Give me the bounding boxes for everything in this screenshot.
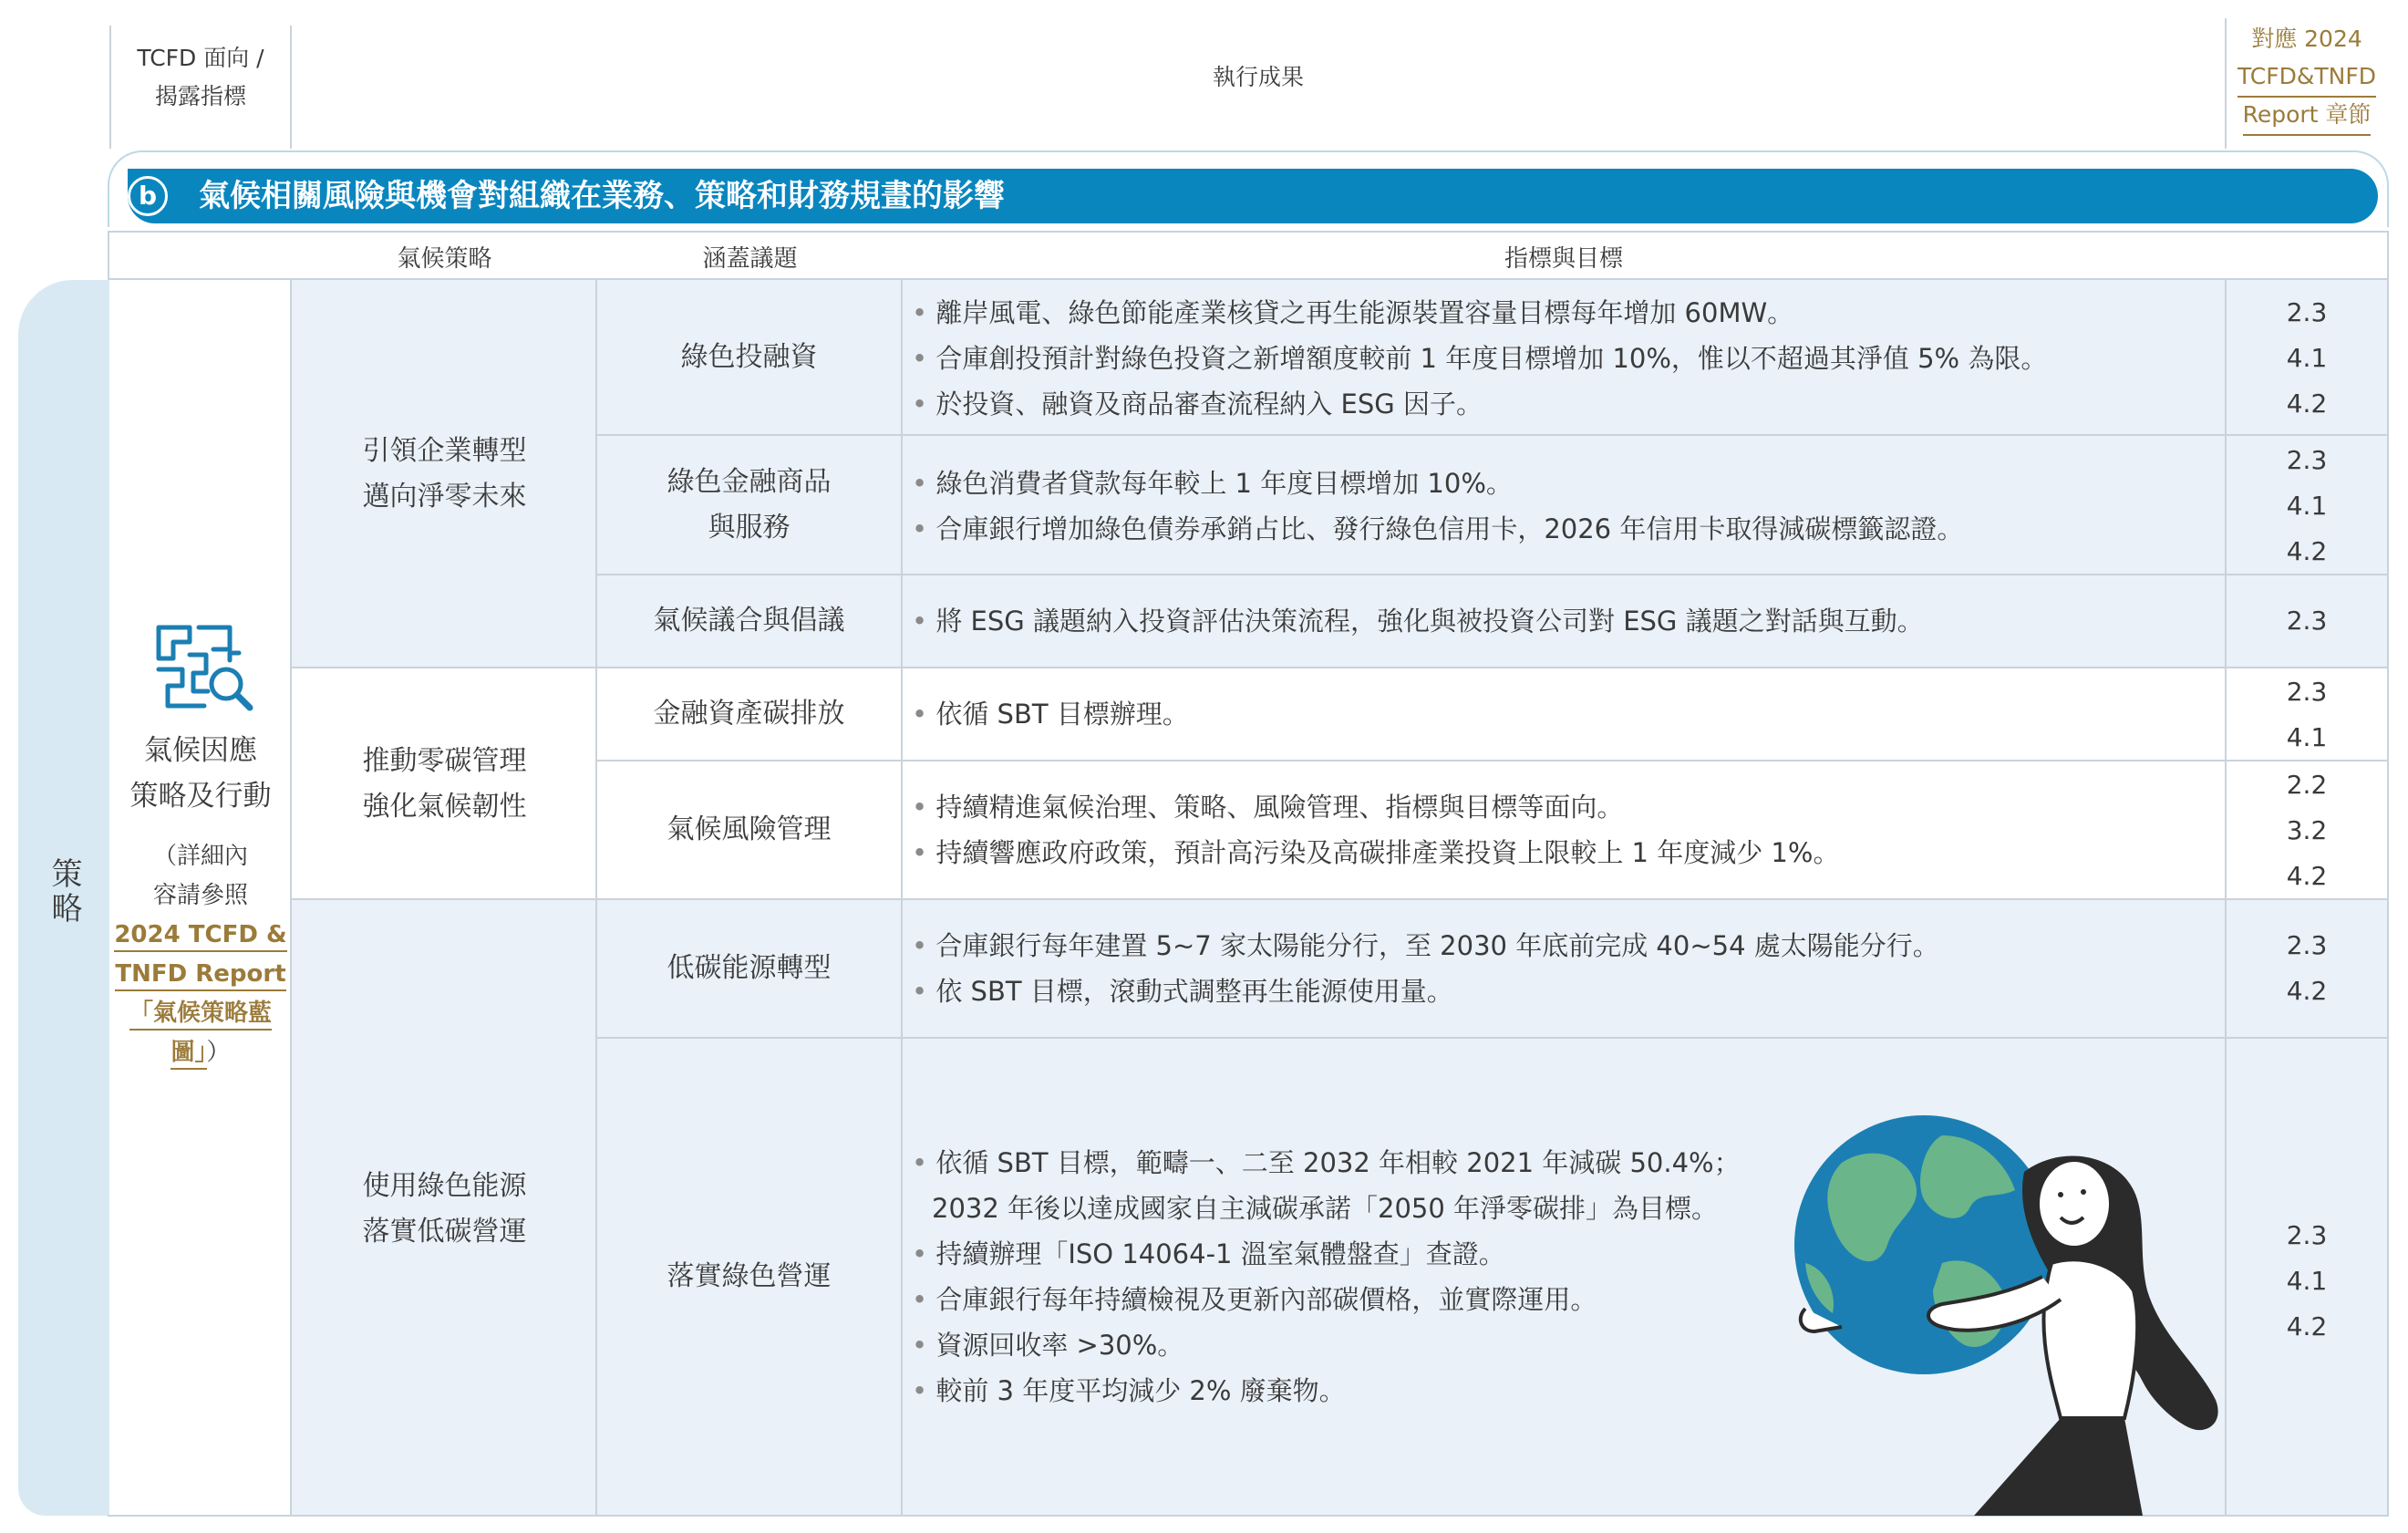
metrics-4 xyxy=(912,691,1189,737)
metrics-1 xyxy=(912,290,2047,427)
header-col-chapter-line3[interactable]: Report 章節 xyxy=(2243,98,2372,136)
maze-search-icon xyxy=(153,622,255,713)
woman-holding-globe-illustration xyxy=(1787,1108,2261,1516)
ref-6-2: 4.2 xyxy=(2286,976,2328,1006)
ref-3-1: 2.3 xyxy=(2286,606,2328,636)
left-summary-title-line2: 策略及行動 xyxy=(129,780,272,813)
note-link[interactable] xyxy=(111,916,290,1072)
strategy-label-1-line2: 邁向淨零未來 xyxy=(362,481,527,513)
refs-2 xyxy=(2227,438,2387,575)
ref-7-1: 2.3 xyxy=(2286,1220,2328,1250)
header-col-tcfd-line2: 揭露指標 xyxy=(154,83,246,109)
ref-2-2: 4.1 xyxy=(2286,491,2328,521)
topic-4 xyxy=(597,668,901,761)
left-summary-title xyxy=(111,728,290,819)
header-col-chapter xyxy=(2227,18,2387,137)
metric-3-1: • 將 ESG 議題納入投資評估決策流程，強化與被投資公司對 ESG 議題之對話與互動。 xyxy=(912,598,1924,644)
metric-1-3: • 於投資、融資及商品審查流程納入 ESG 因子。 xyxy=(912,381,2047,427)
note-link-line3[interactable]: 「氣候策略藍 xyxy=(129,1000,272,1031)
note-suffix: ） xyxy=(206,1039,231,1066)
topic-7 xyxy=(597,1038,901,1516)
metric-7-1: • 依循 SBT 目標，範疇一、二至 2032 年相較 2021 年減碳 50.4%； xyxy=(912,1140,1741,1186)
left-summary-note xyxy=(111,837,290,1072)
ref-1-3: 4.2 xyxy=(2286,388,2328,419)
header-col-chapter-line2[interactable]: TCFD&TNFD xyxy=(2237,59,2376,98)
column-header-strategy: 氣候策略 xyxy=(397,244,492,273)
topic-6-line1: 低碳能源轉型 xyxy=(667,952,832,984)
metric-7-3: • 合庫銀行每年持續檢視及更新內部碳價格，並實際運用。 xyxy=(912,1277,1741,1322)
ref-4-2: 4.1 xyxy=(2286,722,2328,752)
topic-5 xyxy=(597,761,901,899)
metrics-7 xyxy=(912,1140,1741,1414)
refs-1 xyxy=(2227,290,2387,427)
strategy-label-3-line2: 落實低碳營運 xyxy=(362,1216,527,1248)
strategy-label-2 xyxy=(292,739,597,830)
refs-6 xyxy=(2227,923,2387,1014)
header-col-tcfd-line1: TCFD 面向 / xyxy=(137,45,264,71)
metric-7-5: • 較前 3 年度平均減少 2% 廢棄物。 xyxy=(912,1368,1741,1414)
note-link-line4[interactable]: 圖」 xyxy=(171,1039,206,1070)
ref-5-2: 3.2 xyxy=(2286,815,2328,845)
strategy-label-3 xyxy=(292,1164,597,1255)
metric-1-2: • 合庫創投預計對綠色投資之新增額度較前 1 年度目標增加 10%，惟以不超過其淨值 5% 為限。 xyxy=(912,336,2047,381)
ref-1-2: 4.1 xyxy=(2286,343,2328,373)
metrics-2 xyxy=(912,461,1963,552)
strategy-label-3-line1: 使用綠色能源 xyxy=(362,1170,527,1202)
topic-1 xyxy=(597,280,901,435)
metric-5-2: • 持續響應政府政策，預計高污染及高碳排產業投資上限較上 1 年度減少 1%。 xyxy=(912,830,1839,875)
header-col-tcfd xyxy=(111,36,290,119)
note-line1: （詳細內 xyxy=(152,843,248,870)
section-badge: b xyxy=(128,176,168,216)
refs-4 xyxy=(2227,669,2387,761)
metrics-5 xyxy=(912,784,1839,875)
metric-6-1: • 合庫銀行每年建置 5~7 家太陽能分行，至 2030 年底前完成 40~54 處太陽能分行。 xyxy=(912,923,1939,968)
header-col-results: 執行成果 xyxy=(1212,64,1304,90)
metric-7-1-cont: 2032 年後以達成國家自主減碳承諾「2050 年淨零碳排」為目標。 xyxy=(932,1193,1719,1224)
note-link-line2[interactable]: TNFD Report xyxy=(115,960,285,991)
topic-5-line1: 氣候風險管理 xyxy=(667,813,832,845)
section-title: 氣候相關風險與機會對組織在業務、策略和財務規畫的影響 xyxy=(199,178,1005,214)
strategy-label-2-line1: 推動零碳管理 xyxy=(362,745,527,777)
column-header-topic: 涵蓋議題 xyxy=(702,244,798,273)
ref-7-3: 4.2 xyxy=(2286,1311,2328,1341)
ref-1-1: 2.3 xyxy=(2286,297,2328,327)
topic-3 xyxy=(597,575,901,668)
ref-6-1: 2.3 xyxy=(2286,930,2328,960)
metric-5-1: • 持續精進氣候治理、策略、風險管理、指標與目標等面向。 xyxy=(912,784,1839,830)
ref-5-1: 2.2 xyxy=(2286,770,2328,800)
column-header-metrics: 指標與目標 xyxy=(1504,244,1623,273)
ref-4-1: 2.3 xyxy=(2286,677,2328,707)
topic-1-line1: 綠色投融資 xyxy=(680,341,818,373)
metric-6-2: • 依 SBT 目標，滾動式調整再生能源使用量。 xyxy=(912,968,1939,1014)
metric-2-1: • 綠色消費者貸款每年較上 1 年度目標增加 10%。 xyxy=(912,461,1963,506)
header-col-chapter-line1: 對應 2024 xyxy=(2251,26,2362,52)
metric-1-1: • 離岸風電、綠色節能產業核貸之再生能源裝置容量目標每年增加 60MW。 xyxy=(912,290,2047,336)
topic-2 xyxy=(597,435,901,575)
metrics-3 xyxy=(912,598,1924,644)
topic-7-line1: 落實綠色營運 xyxy=(667,1260,832,1292)
metric-4-1: • 依循 SBT 目標辦理。 xyxy=(912,691,1189,737)
strategy-label-1-line1: 引領企業轉型 xyxy=(362,435,527,467)
metric-7-4: • 資源回收率 >30%。 xyxy=(912,1322,1741,1368)
topic-6 xyxy=(597,899,901,1038)
metrics-6 xyxy=(912,923,1939,1014)
topic-3-line1: 氣候議合與倡議 xyxy=(653,605,845,637)
ref-5-3: 4.2 xyxy=(2286,861,2328,891)
topic-2-line1: 綠色金融商品 xyxy=(667,465,832,498)
note-link-line1[interactable]: 2024 TCFD & xyxy=(114,921,286,952)
strategy-label-2-line2: 強化氣候韌性 xyxy=(362,791,527,823)
refs-3 xyxy=(2227,598,2387,644)
metric-2-2: • 合庫銀行增加綠色債券承銷占比、發行綠色信用卡，2026 年信用卡取得減碳標籤認證。 xyxy=(912,506,1963,552)
ref-7-2: 4.1 xyxy=(2286,1266,2328,1296)
ref-2-1: 2.3 xyxy=(2286,445,2328,475)
note-line2: 容請參照 xyxy=(152,882,248,909)
refs-5 xyxy=(2227,762,2387,899)
topic-4-line1: 金融資產碳排放 xyxy=(653,698,845,730)
topic-2-line2: 與服務 xyxy=(708,511,791,544)
strategy-label-1 xyxy=(292,429,597,520)
left-summary-title-line1: 氣候因應 xyxy=(144,734,257,767)
ref-2-3: 4.2 xyxy=(2286,536,2328,566)
strategy-side-tab-label: 策略 xyxy=(46,857,82,927)
metric-7-2: • 持續辦理「ISO 14064-1 溫室氣體盤查」查證。 xyxy=(912,1231,1741,1277)
